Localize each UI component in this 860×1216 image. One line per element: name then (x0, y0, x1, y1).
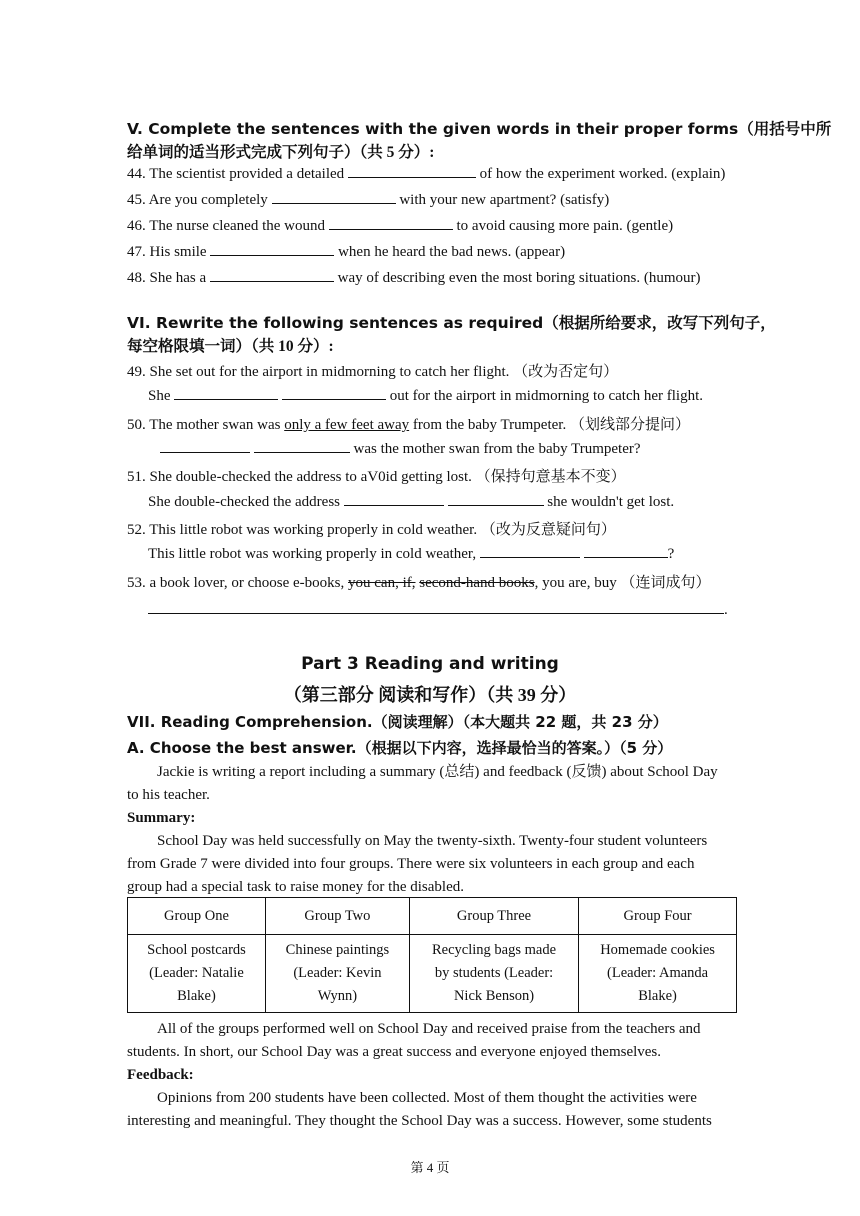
question-44 (127, 164, 725, 183)
q48-text-b: way of describing even the most boring situations. (humour) (337, 270, 701, 286)
question-45 (127, 190, 609, 209)
q52-text: 52. This little robot was working properly in cold weather. (127, 522, 478, 538)
q51-blank-2[interactable] (448, 492, 544, 506)
q47-blank[interactable] (210, 242, 334, 256)
cell-line: Homemade cookies (600, 942, 715, 958)
cell-line: (Leader: Amanda (607, 965, 709, 981)
groups-table (127, 897, 737, 1013)
intro-line-1: Jackie is writing a report including a summary (总结) and feedback (反馈) about School Day (157, 764, 718, 780)
feedback-line-1: Opinions from 200 students have been collected. Most of them thought the activities were (157, 1090, 697, 1106)
table-header-row (128, 898, 737, 935)
section-v-heading-en: V. Complete the sentences with the given words in their proper forms (127, 120, 739, 138)
question-49-answer (148, 386, 703, 405)
section-vi-heading-en: VI. Rewrite the following sentences as required (127, 314, 544, 332)
q44-blank[interactable] (348, 164, 476, 178)
cell-line: Blake) (638, 988, 677, 1004)
q46-text-b: to avoid causing more pain. (gentle) (456, 218, 674, 234)
question-49 (127, 360, 618, 381)
q52-question-mark: ? (667, 546, 675, 562)
q50-text-a: 50. The mother swan was (127, 417, 281, 433)
q48-blank[interactable] (210, 268, 334, 282)
q51-answer-end: she wouldn't get lost. (547, 494, 675, 510)
q50-text-b: from the baby Trumpeter. (412, 417, 567, 433)
cell-line: Recycling bags made (432, 942, 557, 958)
q48-text-a: 48. She has a (127, 270, 207, 286)
q53-struck-text-1: you can, if, (348, 575, 416, 591)
q44-text-b: of how the experiment worked. (explain) (479, 166, 726, 182)
table-cell (579, 935, 737, 1013)
q46-text-a: 46. The nurse cleaned the wound (127, 218, 325, 234)
cell-line: Wynn) (317, 988, 358, 1004)
part3-subtitle: （第三部分 阅读和写作）（共 39 分） (283, 685, 577, 705)
q49-text: 49. She set out for the airport in midmorning to catch her flight. (127, 364, 510, 380)
feedback-label: Feedback: (127, 1067, 194, 1083)
q49-blank-1[interactable] (174, 386, 278, 400)
cell-line: by students (Leader: (434, 965, 554, 981)
q51-text: 51. She double-checked the address to aV0id getting lost. (127, 469, 472, 485)
q52-blank-2[interactable] (584, 544, 668, 558)
summary-line-2: from Grade 7 were divided into four groups. There were six volunteers in each group and each (127, 856, 695, 872)
summary-line-3: group had a special task to raise money for the disabled. (127, 879, 464, 895)
cell-line: Blake) (177, 988, 216, 1004)
cell-line: (Leader: Kevin (293, 965, 382, 981)
question-52 (127, 518, 616, 539)
question-51-answer (148, 492, 674, 511)
q50-answer-end: was the mother swan from the baby Trumpeter? (353, 441, 641, 457)
after-table-line-2: students. In short, our School Day was a great success and everyone enjoyed themselves. (127, 1044, 662, 1060)
table-header-cell: Group One (128, 898, 266, 935)
q46-blank[interactable] (329, 216, 453, 230)
q49-answer-start: She (148, 388, 171, 404)
part3-title: Part 3 Reading and writing (301, 654, 559, 674)
question-50 (127, 413, 690, 434)
question-53 (127, 571, 710, 592)
q53-answer-line[interactable] (148, 600, 724, 614)
q51-requirement: （保持句意基本不变） (475, 469, 626, 485)
cell-line: Nick Benson) (453, 988, 535, 1004)
summary-label: Summary: (127, 810, 196, 826)
section-v-heading-cn: （用括号中所 (738, 121, 832, 138)
q52-answer-start: This little robot was working properly in cold weather, (148, 546, 477, 562)
section-vi-heading-cont: 每空格限填一词）（共 10 分）: (127, 338, 334, 355)
q45-text-a: 45. Are you completely (127, 192, 268, 208)
q53-requirement: （连词成句） (620, 575, 711, 591)
q53-text-b: , you are, buy (534, 575, 617, 591)
cell-line: School postcards (147, 942, 246, 958)
q49-blank-2[interactable] (282, 386, 386, 400)
q53-text-a: 53. a book lover, or choose e-books, (127, 575, 345, 591)
section-vii-heading: VII. Reading Comprehension.（阅读理解）（本大题共 22 题，共 23 分） (127, 713, 668, 731)
q50-blank-2[interactable] (254, 439, 350, 453)
question-47 (127, 242, 565, 261)
q44-text-a: 44. The scientist provided a detailed (127, 166, 345, 182)
question-46 (127, 216, 673, 235)
question-51 (127, 465, 626, 486)
q52-requirement: （改为反意疑问句） (480, 522, 616, 538)
summary-line-1: School Day was held successfully on May the twenty-sixth. Twenty-four student volunteers (157, 833, 708, 849)
q49-answer-end: out for the airport in midmorning to catch her flight. (389, 388, 704, 404)
q50-requirement: （划线部分提问） (569, 417, 690, 433)
cell-line: Chinese paintings (285, 942, 390, 958)
table-row (128, 935, 737, 1013)
intro-line-2: to his teacher. (127, 787, 210, 803)
after-table-line-1: All of the groups performed well on School Day and received praise from the teachers and (157, 1021, 701, 1037)
question-52-answer (148, 544, 674, 563)
section-v-heading-cont: 给单词的适当形式完成下列句子）（共 5 分）: (127, 144, 435, 161)
table-header-cell: Group Two (265, 898, 409, 935)
section-v-heading (127, 117, 831, 139)
q45-text-b: with your new apartment? (satisfy) (399, 192, 610, 208)
question-48 (127, 268, 701, 287)
table-header-cell: Group Four (579, 898, 737, 935)
q53-period: . (724, 602, 728, 618)
question-50-answer (160, 439, 641, 458)
question-53-answer (148, 600, 728, 619)
q49-requirement: （改为否定句） (513, 364, 619, 380)
table-cell (409, 935, 578, 1013)
table-cell (265, 935, 409, 1013)
section-vi-heading (127, 311, 776, 333)
section-vii-sub-a: A. Choose the best answer.（根据以下内容，选择最恰当的答案。）（5 分） (127, 739, 673, 757)
page-number: 第 4 页 (410, 1160, 450, 1175)
cell-line: (Leader: Natalie (149, 965, 244, 981)
q50-underlined-part: only a few feet away (284, 417, 410, 433)
q47-text-a: 47. His smile (127, 244, 207, 260)
section-vi-heading-cn: （根据所给要求，改写下列句子， (543, 315, 776, 332)
q50-blank-1[interactable] (160, 439, 250, 453)
q51-blank-1[interactable] (344, 492, 444, 506)
feedback-line-2: interesting and meaningful. They thought the School Day was a success. However, some students (127, 1113, 712, 1129)
q52-blank-1[interactable] (480, 544, 580, 558)
q45-blank[interactable] (272, 190, 396, 204)
table-header-cell: Group Three (409, 898, 578, 935)
table-cell (128, 935, 266, 1013)
q53-struck-text-2: second-hand books (419, 575, 535, 591)
q47-text-b: when he heard the bad news. (appear) (338, 244, 566, 260)
q51-answer-start: She double-checked the address (148, 494, 341, 510)
